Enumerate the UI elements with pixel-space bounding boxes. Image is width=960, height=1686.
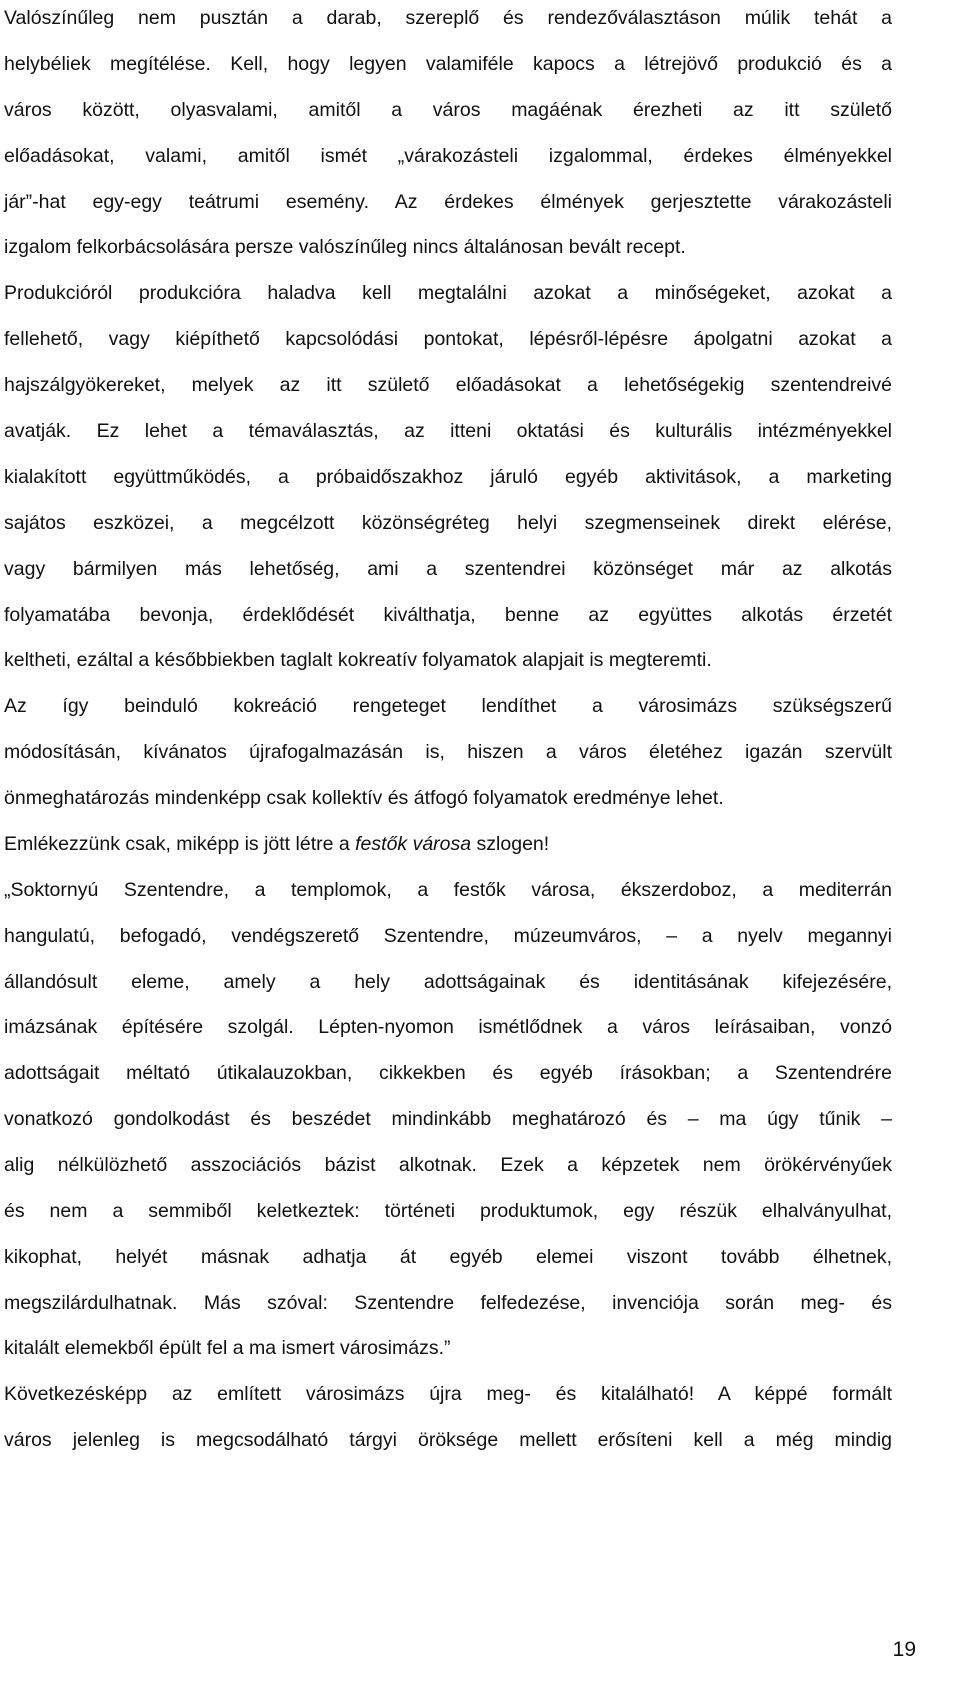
- text-line: sajátos eszközei, a megcélzott közönségréteg helyi szegmenseinek direkt elérése,: [4, 512, 892, 534]
- page-number: 19: [892, 1638, 916, 1661]
- text-line: előadásokat, valami, amitől ismét „várakozásteli izgalommal, érdekes élményekkel: [4, 145, 892, 167]
- text-line: város között, olyasvalami, amitől a város magáénak érezheti az itt születő: [4, 99, 892, 121]
- text-line: fellehető, vagy kiépíthető kapcsolódási pontokat, lépésről-lépésre ápolgatni azokat a: [4, 328, 892, 350]
- text-line: keltheti, ezáltal a későbbiekben taglalt kokreatív folyamatok alapjait is megteremti.: [4, 649, 712, 671]
- text-line: kialakított együttműködés, a próbaidőszakhoz járuló egyéb aktivitások, a marketing: [4, 466, 892, 488]
- quote-line: [4, 876, 892, 904]
- text-line: vonatkozó gondolkodást és beszédet mindinkább meghatározó és – ma úgy tűnik –: [4, 1108, 892, 1130]
- text-line: vagy bármilyen más lehetőség, ami a szentendrei közönséget már az alkotás: [4, 558, 892, 580]
- text-line: kitalált elemekből épült fel a ma ismert városimázs.”: [4, 1337, 451, 1359]
- text-line: helybéliek megítélése. Kell, hogy legyen valamiféle kapocs a létrejövő produkció és a: [4, 53, 892, 75]
- text-span: Soktornyú Szentendre, a templomok, a festők városa, ékszerdoboz, a mediterrán: [10, 879, 892, 901]
- text-line: Következésképp az említett városimázs újra meg- és kitalálható! A képpé formált: [4, 1383, 892, 1405]
- text-line: folyamatába bevonja, érdeklődését kiválthatja, benne az együttes alkotás érzetét: [4, 604, 892, 626]
- text-line: Produkcióról produkcióra haladva kell megtalálni azokat a minőségeket, azokat a: [4, 282, 892, 304]
- text-line: hajszálgyökereket, melyek az itt születő előadásokat a lehetőségekig szentendreivé: [4, 374, 892, 396]
- text-line: imázsának építésére szolgál. Lépten-nyomon ismétlődnek a város leírásaiban, vonzó: [4, 1016, 892, 1038]
- text-line: állandósult eleme, amely a hely adottságainak és identitásának kifejezésére,: [4, 971, 892, 993]
- text-line: és nem a semmiből keletkeztek: történeti produktumok, egy részük elhalványulhat,: [4, 1200, 892, 1222]
- text-line: alig nélkülözhető asszociációs bázist alkotnak. Ezek a képzetek nem örökérvényűek: [4, 1154, 892, 1176]
- text-line: Valószínűleg nem pusztán a darab, szereplő és rendezőválasztáson múlik tehát a: [4, 7, 892, 29]
- text-line: önmeghatározás mindenképp csak kollektív és átfogó folyamatok eredménye lehet.: [4, 787, 724, 809]
- text-line: izgalom felkorbácsolására persze valószínűleg nincs általánosan bevált recept.: [4, 236, 686, 258]
- text-line: avatják. Ez lehet a témaválasztás, az itteni oktatási és kulturális intézményekkel: [4, 420, 892, 442]
- text-line: kikophat, helyét másnak adhatja át egyéb elemei viszont tovább élhetnek,: [4, 1246, 892, 1268]
- italic-phrase: festők városa: [355, 833, 472, 855]
- quote-mark: „: [4, 879, 11, 901]
- text-span: szlogen!: [471, 833, 550, 855]
- text-line: jár”-hat egy-egy teátrumi esemény. Az érdekes élmények gerjesztette várakozásteli: [4, 191, 892, 213]
- text-line-emlekezzunk: [4, 830, 892, 858]
- text-line: megszilárdulhatnak. Más szóval: Szentendre felfedezése, invenciója során meg- és: [4, 1292, 892, 1314]
- text-line: város jelenleg is megcsodálható tárgyi öröksége mellett erősíteni kell a még mindig: [4, 1429, 892, 1451]
- text-line: hangulatú, befogadó, vendégszerető Szentendre, múzeumváros, – a nyelv megannyi: [4, 925, 892, 947]
- text-line: módosításán, kívánatos újrafogalmazásán is, hiszen a város életéhez igazán szervült: [4, 741, 892, 763]
- text-span: Emlékezzünk csak, miképp is jött létre a: [4, 833, 356, 855]
- text-line: adottságait méltató útikalauzokban, cikkekben és egyéb írásokban; a Szentendrére: [4, 1062, 892, 1084]
- text-line: Az így beinduló kokreáció rengeteget lendíthet a városimázs szükségszerű: [4, 695, 892, 717]
